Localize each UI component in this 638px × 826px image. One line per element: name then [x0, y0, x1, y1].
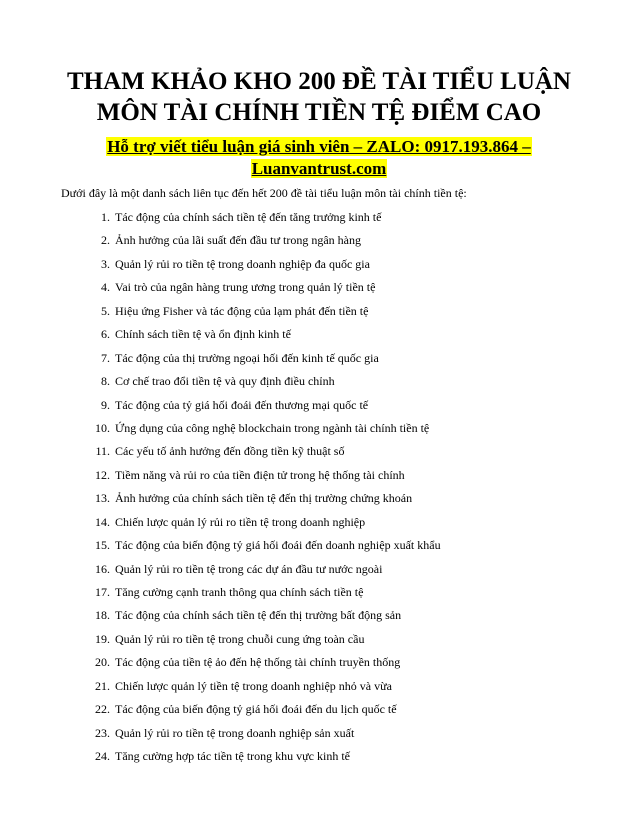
list-item	[0, 418, 638, 441]
list-item	[0, 207, 638, 230]
list-item-text: Ảnh hưởng của chính sách tiền tệ đến thị trường chứng khoán	[115, 491, 413, 506]
page-title	[40, 66, 598, 128]
list-item-text: Tác động của biến động tỷ giá hối đoái đến doanh nghiệp xuất khẩu	[115, 538, 441, 553]
list-item-text: Các yếu tố ảnh hưởng đến đồng tiền kỹ thuật số	[115, 444, 345, 459]
list-item	[0, 652, 638, 675]
list-item-text: Chính sách tiền tệ và ổn định kinh tế	[115, 327, 291, 342]
title-line-2: MÔN TÀI CHÍNH TIỀN TỆ ĐIỂM CAO	[96, 99, 542, 126]
list-item-number: 22.	[95, 702, 110, 717]
list-item-number: 1.	[101, 210, 110, 224]
list-item	[0, 535, 638, 558]
list-item-text: Ảnh hưởng của lãi suất đến đầu tư trong ngân hàng	[115, 233, 361, 248]
list-item-number: 24.	[95, 749, 110, 764]
support-line: Hỗ trợ viết tiểu luận giá sinh viên – ZALO: 0917.193.864 –	[107, 137, 531, 156]
list-item	[0, 699, 638, 722]
list-item	[0, 395, 638, 418]
list-item-number: 18.	[95, 608, 110, 623]
list-item-number: 6.	[101, 327, 110, 342]
list-item	[0, 488, 638, 511]
list-item	[0, 512, 638, 535]
list-item	[0, 230, 638, 253]
list-item-text: Hiệu ứng Fisher và tác động của lạm phát đến tiền tệ	[115, 303, 369, 318]
intro-paragraph: Dưới đây là một danh sách liên tục đến hết 200 đề tài tiểu luận môn tài chính tiền tệ:	[61, 186, 467, 200]
list-item-text: Tác động của chính sách tiền tệ đến thị trường bất động sản	[115, 608, 402, 623]
list-item-number: 11.	[95, 444, 110, 459]
website-link[interactable]: Luanvantrust.com	[251, 159, 387, 178]
list-item-text: Tác động của biến động tỷ giá hối đoái đến du lịch quốc tế	[115, 702, 397, 717]
list-item	[0, 629, 638, 652]
list-item-number: 23.	[95, 725, 110, 740]
list-item-number: 13.	[95, 491, 110, 506]
list-item	[0, 746, 638, 769]
list-item-number: 15.	[95, 538, 110, 553]
list-item	[0, 723, 638, 746]
list-item-text: Tác động của thị trường ngoại hối đến kinh tế quốc gia	[115, 350, 379, 365]
list-item-number: 16.	[95, 561, 110, 576]
list-item-text: Tăng cường hợp tác tiền tệ trong khu vực kinh tế	[115, 749, 350, 764]
list-item-text: Quản lý rủi ro tiền tệ trong chuỗi cung ứng toàn cầu	[115, 631, 365, 646]
list-item	[0, 676, 638, 699]
list-item	[0, 441, 638, 464]
list-item-number: 9.	[101, 397, 110, 412]
list-item	[0, 465, 638, 488]
list-item-text: Tác động của tiền tệ ảo đến hệ thống tài chính truyền thống	[115, 655, 401, 670]
topic-list	[0, 207, 638, 770]
list-item-text: Quản lý rủi ro tiền tệ trong doanh nghiệp sản xuất	[115, 725, 355, 740]
list-item-number: 5.	[101, 303, 110, 318]
list-item	[0, 371, 638, 394]
list-item-text: Vai trò của ngân hàng trung ương trong quản lý tiền tệ	[115, 280, 376, 295]
list-item	[0, 348, 638, 371]
support-contact-block	[40, 136, 598, 180]
list-item-number: 3.	[101, 256, 110, 271]
list-item-number: 21.	[95, 678, 110, 693]
list-item-text: Tác động của tỷ giá hối đoái đến thương mại quốc tế	[115, 397, 369, 412]
list-item-text: Cơ chế trao đổi tiền tệ và quy định điều chỉnh	[115, 374, 335, 389]
list-item-text: Quản lý rủi ro tiền tệ trong doanh nghiệp đa quốc gia	[115, 256, 370, 271]
list-item-number: 12.	[95, 467, 110, 482]
list-item-number: 19.	[95, 631, 110, 646]
list-item-text: Tăng cường cạnh tranh thông qua chính sách tiền tệ	[115, 585, 364, 599]
list-item-number: 20.	[95, 655, 110, 670]
list-item-text: Ứng dụng của công nghệ blockchain trong ngành tài chính tiền tệ	[115, 420, 430, 435]
list-item-number: 10.	[95, 420, 110, 435]
list-item	[0, 605, 638, 628]
title-line-1: THAM KHẢO KHO 200 ĐỀ TÀI TIỂU LUẬN	[66, 68, 571, 95]
list-item	[0, 277, 638, 300]
list-item	[0, 324, 638, 347]
list-item-text: Tác động của chính sách tiền tệ đến tăng trưởng kinh tế	[115, 210, 382, 224]
list-item-text: Quản lý rủi ro tiền tệ trong các dự án đầu tư nước ngoài	[115, 561, 383, 576]
list-item-text: Tiềm năng và rủi ro của tiền điện tử trong hệ thống tài chính	[115, 467, 405, 482]
list-item-number: 14.	[95, 514, 110, 529]
list-item	[0, 254, 638, 277]
list-item-number: 17.	[95, 585, 110, 599]
list-item-number: 8.	[101, 374, 110, 389]
list-item	[0, 582, 638, 605]
list-item	[0, 301, 638, 324]
list-item-text: Chiến lược quản lý rủi ro tiền tệ trong doanh nghiệp	[115, 514, 366, 529]
list-item-number: 2.	[101, 233, 110, 248]
list-item	[0, 559, 638, 582]
list-item-number: 7.	[101, 350, 110, 365]
list-item-text: Chiến lược quản lý tiền tệ trong doanh nghiệp nhỏ và vừa	[115, 678, 392, 693]
list-item-number: 4.	[101, 280, 110, 295]
